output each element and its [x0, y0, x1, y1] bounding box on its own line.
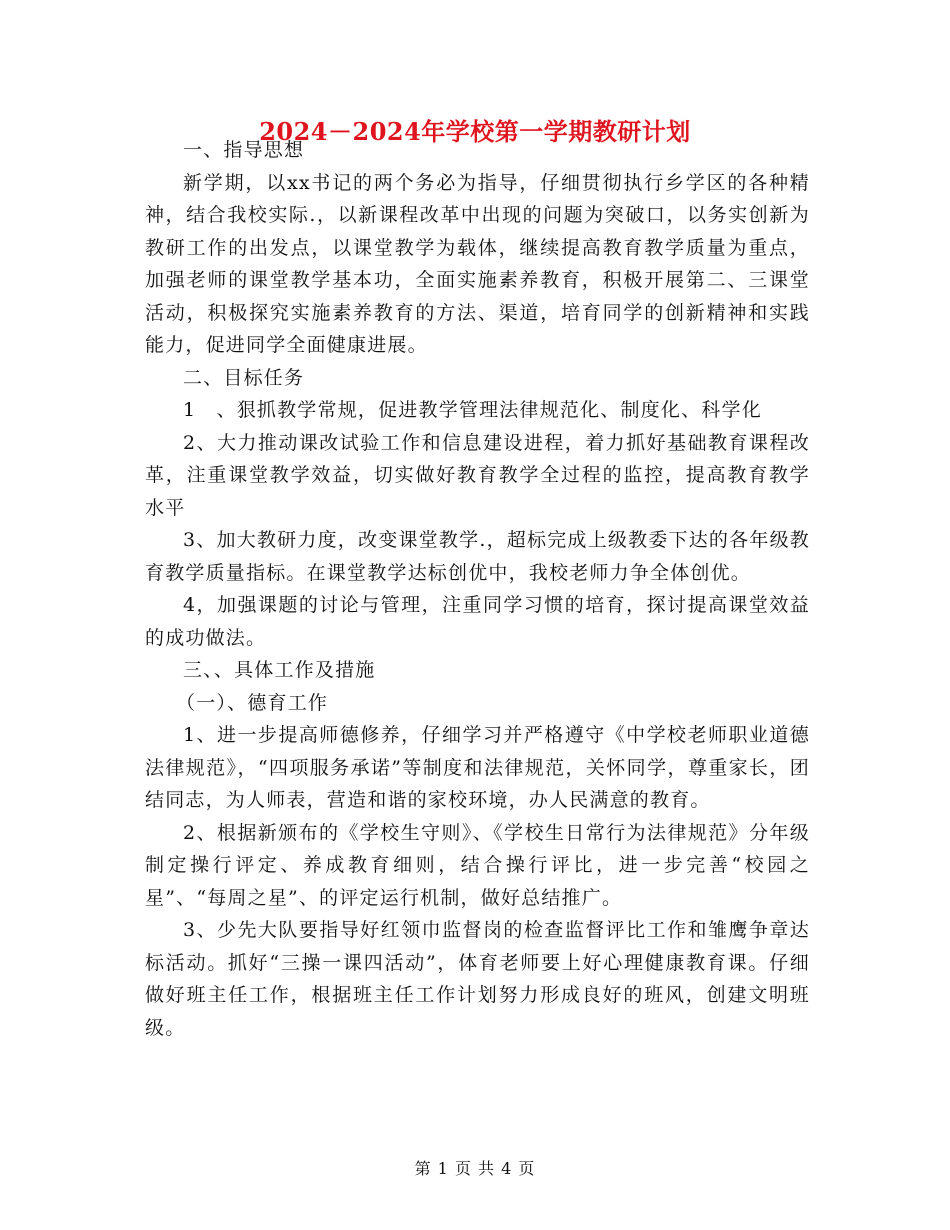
- moral-item-1: 1、进一步提高师德修养，仔细学习并严格遵守《中学校老师职业道德法律规范》，“四项服务承诺”等制度和法律规范，关怀同学，尊重家长，团结同志，为人师表，营造和谐的家校环境，办人民满意的教育。: [145, 724, 810, 811]
- document-title: 2024－2024年学校第一学期教研计划: [259, 117, 691, 146]
- paragraph-guiding-ideology: 新学期，以xx书记的两个务必为指导，仔细贯彻执行乡学区的各种精神，结合我校实际.，以新课程改革中出现的问题为突破口，以务实创新为教研工作的出发点，以课堂教学为载体，继续提高教育教学质量为重点，加强老师的课堂教学基本功，全面实施素养教育，积极开展第二、三课堂活动，积极探究实施素养教育的方法、渠道，培育同学的创新精神和实践能力，促进同学全面健康进展。: [145, 171, 810, 356]
- goal-item-2: 2、大力推动课改试验工作和信息建设进程，着力抓好基础教育课程改革，注重课堂教学效益，切实做好教育教学全过程的监控，提高教育教学水平: [145, 431, 810, 519]
- section-heading-1: 一、指导思想: [183, 139, 305, 161]
- goal-item-1: 1 、狠抓教学常规，促进教学管理法律规范化、制度化、科学化: [183, 399, 762, 421]
- page-footer: [0, 1156, 950, 1179]
- subsection-heading-moral: （一）、德育工作: [176, 691, 329, 714]
- goal-item-4: 4，加强课题的讨论与管理，注重同学习惯的培育，探讨提高课堂效益的成功做法。: [145, 594, 810, 649]
- moral-item-2: 2、根据新颁布的《学校生守则》、《学校生日常行为法律规范》分年级制定操行评定、养成教育细则，结合操行评比，进一步完善“校园之星”、“每周之星”、的评定运行机制，做好总结推广。: [145, 821, 810, 909]
- page-number: 第 1 页 共 4 页: [414, 1159, 536, 1178]
- goal-item-3: 3、加大教研力度，改变课堂教学.，超标完成上级教委下达的各年级教育教学质量指标。在课堂教学达标创优中，我校老师力争全体创优。: [145, 529, 810, 584]
- section-heading-3: 三、、具体工作及措施: [183, 659, 376, 681]
- document-body: [145, 134, 810, 1044]
- moral-item-3: 3、少先大队要指导好红领巾监督岗的检查监督评比工作和雏鹰争章达标活动。抓好“三操一课四活动”，体育老师要上好心理健康教育课。仔细做好班主任工作，根据班主任工作计划努力形成良好的班风，创建文明班级。: [145, 919, 810, 1039]
- section-heading-2: 二、目标任务: [183, 366, 305, 389]
